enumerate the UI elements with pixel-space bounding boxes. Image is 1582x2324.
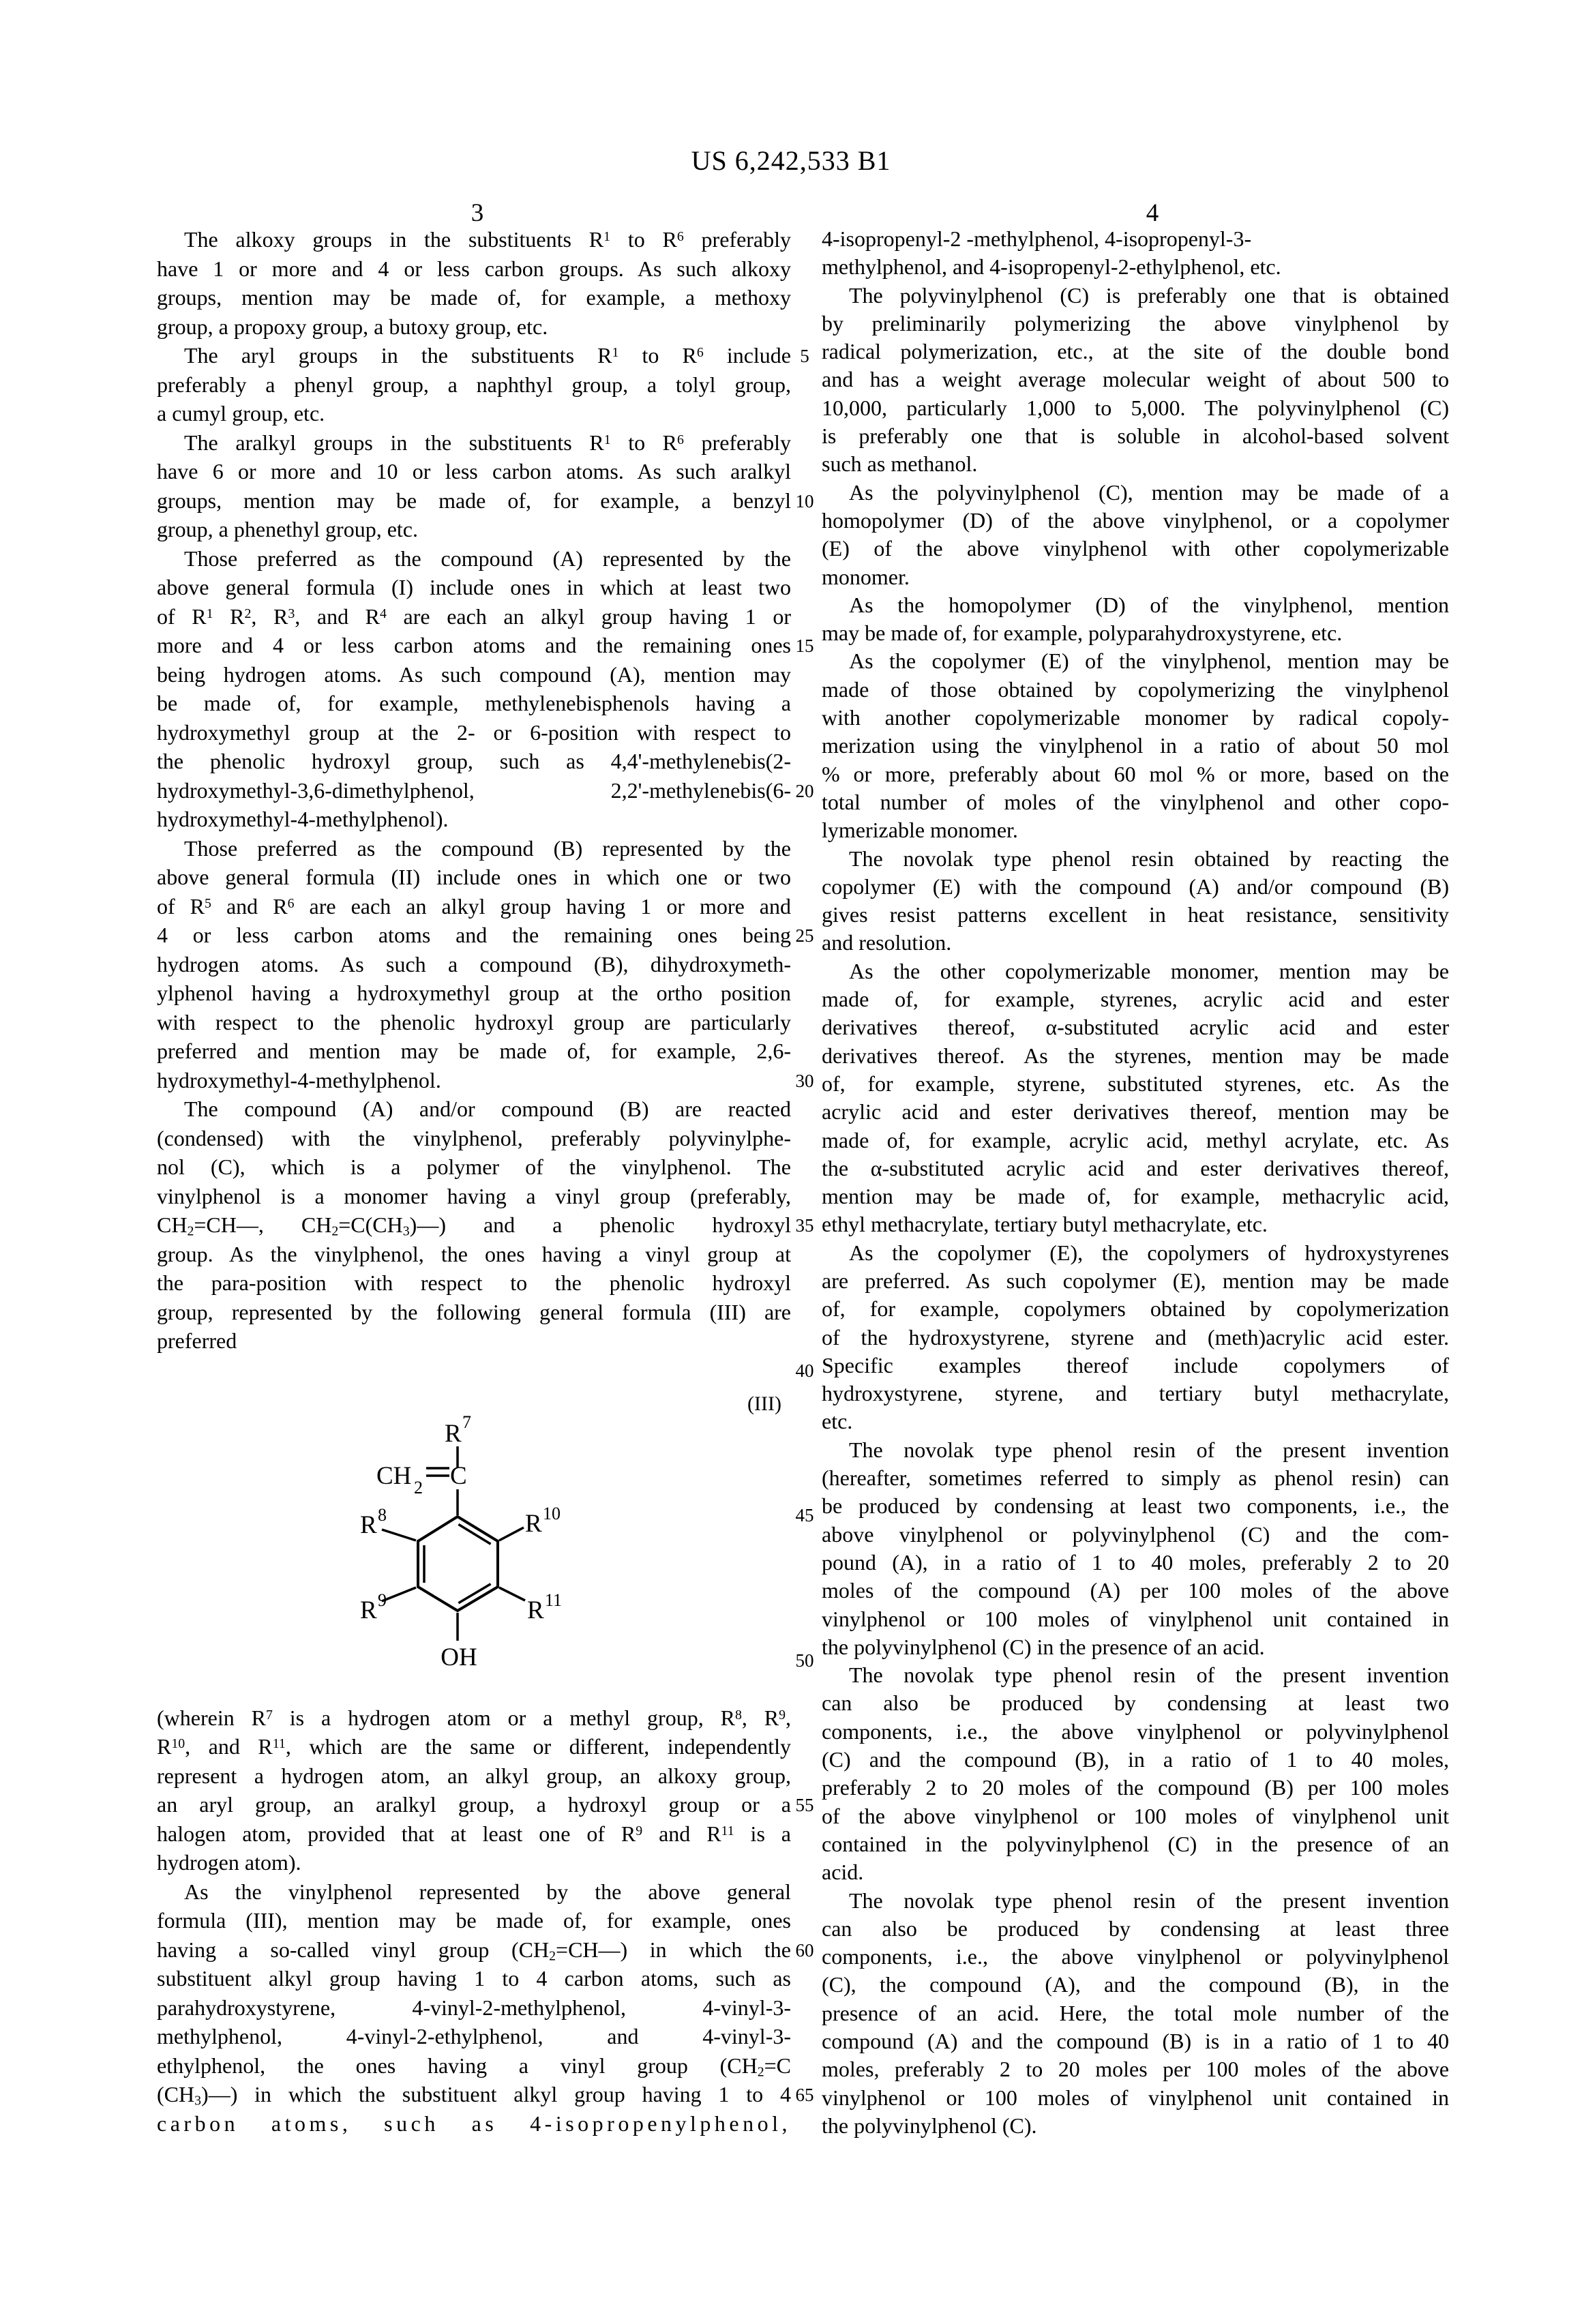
text-line: hydrogen atoms. As such a compound (B), dihydroxymeth- [157, 951, 791, 977]
text-line: groups, mention may be made of, for example, a benzyl [157, 488, 791, 513]
text-line: hydroxymethyl group at the 2- or 6-position with respect to [157, 719, 791, 745]
gutter-line-number: 35 [795, 1215, 814, 1236]
text-line: hydroxymethyl-3,6-dimethylphenol, 2,2'-methylenebis(6- [157, 777, 791, 803]
text-line: the α-substituted acrylic acid and ester derivatives thereof, [822, 1155, 1449, 1180]
formula-atom-r8: R [360, 1510, 377, 1539]
text-line: total number of moles of the vinylphenol and other copo- [822, 789, 1449, 814]
formula-atom-r7-sup: 7 [462, 1412, 471, 1432]
text-line: made of those obtained by copolymerizing the vinylphenol [822, 676, 1449, 702]
text-line: (C) and the compound (B), in a ratio of 1 to 40 moles, [822, 1747, 1449, 1772]
text-line: The novolak type phenol resin obtained by reacting the [849, 846, 1449, 871]
text-line: ethylphenol, the ones having a vinyl group ($CH_2=C$ [157, 2053, 791, 2079]
formula-atom-c: C [450, 1461, 467, 1490]
text-line: The alkoxy groups in the substituents $R^1$ to $R^6$ preferably [184, 227, 792, 252]
text-line: copolymer (E) with the compound (A) and/or compound (B) [822, 874, 1449, 899]
formula-atom-ch2: CH [376, 1461, 412, 1490]
text-line: derivatives thereof, α-substituted acrylic acid and ester [822, 1015, 1449, 1040]
text-line: ylphenol having a hydroxymethyl group at the ortho position [157, 981, 791, 1005]
gutter-line-number: 55 [795, 1795, 814, 1815]
formula-atom-r9: R [360, 1596, 377, 1624]
text-line: have 1 or more and 4 or less carbon groups. As such alkoxy [157, 256, 791, 281]
left-column-text-bottom [157, 1703, 791, 2139]
text-line: group, a propoxy group, a butoxy group, etc. [157, 314, 548, 339]
text-line: hydrogen atom). [157, 1850, 301, 1875]
text-line: group. As the vinylphenol, the ones having a vinyl group at [157, 1241, 791, 1266]
text-line: 4 or less carbon atoms and the remaining ones being [157, 923, 791, 947]
text-line: nol (C), which is a polymer of the vinylphenol. The [157, 1154, 791, 1179]
text-line: The aralkyl groups in the substituents $R^1$ to $R^6$ preferably [184, 430, 792, 455]
text-line: As the homopolymer (D) of the vinylphenol, mention [849, 592, 1449, 617]
text-line: of the hydroxystyrene, styrene and (meth)acrylic acid ester. [822, 1324, 1449, 1350]
text-line: lymerizable monomer. [822, 818, 1018, 843]
bond-r10 [499, 1528, 524, 1540]
text-line: presence of an acid. Here, the total mole number of the [822, 2000, 1449, 2025]
text-line: with respect to the phenolic hydroxyl group are particularly [157, 1009, 791, 1034]
text-line: more and 4 or less carbon atoms and the remaining ones [157, 633, 791, 657]
formula-atom-r11-sup: 11 [545, 1590, 563, 1610]
text-line: (C), the compound (A), and the compound (B), in the [822, 1972, 1449, 1997]
text-line: (E) of the above vinylphenol with other copolymerizable [822, 536, 1449, 561]
text-line: hydroxymethyl-4-methylphenol). [157, 807, 449, 831]
text-line: group, a phenethyl group, etc. [157, 517, 418, 541]
text-line: of the above vinylphenol or 100 moles of vinylphenol unit [822, 1803, 1449, 1828]
text-line: % or more, preferably about 60 mol % or more, based on the [822, 761, 1449, 786]
text-line: preferred [157, 1328, 237, 1353]
text-line: the polyvinylphenol (C) in the presence of an acid. [822, 1634, 1265, 1659]
text-line: with another copolymerizable monomer by radical copoly- [822, 705, 1449, 730]
text-line: substituent alkyl group having 1 to 4 carbon atoms, such as [157, 1966, 791, 1991]
text-line: and has a weight average molecular weight of about 500 to [822, 367, 1449, 392]
gutter-line-number: 5 [800, 346, 809, 366]
text-line: derivatives thereof. As the styrenes, mention may be made [822, 1043, 1449, 1068]
text-line: methylphenol, and 4-isopropenyl-2-ethylphenol, etc. [822, 254, 1281, 280]
text-line: The novolak type phenol resin of the present invention [849, 1437, 1449, 1462]
gutter-line-number: 15 [795, 636, 814, 656]
text-line: have 6 or more and 10 or less carbon atoms. As such aralkyl [157, 459, 791, 483]
text-line: The novolak type phenol resin of the present invention [849, 1888, 1449, 1913]
text-line: groups, mention may be made of, for example, a methoxy [157, 285, 791, 310]
text-line: ethyl methacrylate, tertiary butyl methacrylate, etc. [822, 1212, 1268, 1237]
text-line: of $R^1$ $R^2$, $R^3$, and $R^4$ are each an alkyl group having 1 or [157, 604, 792, 629]
gutter-line-number: 60 [795, 1939, 814, 1961]
text-line: halogen atom, provided that at least one of $R^9$ and $R^{11}$ is a [157, 1821, 792, 1846]
text-line: is preferably one that is soluble in alcohol-based solvent [822, 423, 1449, 449]
text-line: carbon atoms, such as 4-isopropenylphenol, [157, 2111, 791, 2136]
text-line: As the vinylphenol represented by the above general [184, 1879, 791, 1904]
gutter-line-number: 30 [795, 1070, 814, 1091]
text-line: having a so-called vinyl group $(CH_2=CH—)$ in which the [157, 1937, 792, 1963]
text-line: preferably a phenyl group, a naphthyl group, a tolyl group, [157, 372, 791, 397]
text-line: Those preferred as the compound (B) represented by the [184, 835, 791, 861]
formula-atom-r10-sup: 10 [543, 1503, 561, 1523]
text-line: above general formula (I) include ones in which at least two [157, 575, 791, 599]
text-line: As the copolymer (E) of the vinylphenol, mention may be [849, 649, 1449, 674]
text-line: compound (A) and the compound (B) is in a ratio of 1 to 40 [822, 2029, 1449, 2053]
left-column [157, 225, 791, 2138]
text-line: can also be produced by condensing at least two [822, 1690, 1449, 1716]
text-line: pound (A), in a ratio of 1 to 40 moles, preferably 2 to 20 [822, 1549, 1449, 1575]
chemical-structure-diagram [305, 1386, 646, 1679]
text-line: Specific examples thereof include copolymers of [822, 1352, 1449, 1377]
text-line: (hereafter, sometimes referred to simply as phenol resin) can [822, 1465, 1449, 1491]
text-line: As the other copolymerizable monomer, mention may be [849, 958, 1449, 983]
gutter-line-number: 50 [795, 1650, 814, 1671]
text-line: components, i.e., the above vinylphenol or polyvinylphenol [822, 1944, 1449, 1969]
bond-r11 [499, 1588, 525, 1600]
text-line: the para-position with respect to the phenolic hydroxyl [157, 1270, 791, 1295]
patent-number-header: US 6,242,533 B1 [691, 145, 891, 176]
text-line: of $R^5$ and $R^6$ are each an alkyl group having 1 or more and [157, 893, 792, 919]
text-line: a cumyl group, etc. [157, 401, 325, 426]
text-line: The polyvinylphenol (C) is preferably one that is obtained [849, 282, 1449, 308]
text-line: by preliminarily polymerizing the above vinylphenol by [822, 310, 1449, 336]
text-line: above general formula (II) include ones in which one or two [157, 865, 791, 889]
text-line: may be made of, for example, polyparahydroxystyrene, etc. [822, 621, 1343, 646]
bond-r8 [382, 1530, 416, 1540]
formula-atom-oh: OH [441, 1643, 477, 1671]
text-line: monomer. [822, 564, 910, 589]
text-line: $R^{10}$, and $R^{11}$, which are the same or different, independently [157, 1734, 792, 1759]
text-line: above vinylphenol or polyvinylphenol (C) and the com- [822, 1521, 1449, 1547]
formula-atom-r8-sup: 8 [378, 1504, 387, 1525]
text-line: of, for example, copolymers obtained by copolymerization [822, 1296, 1449, 1322]
formula-atom-r11: R [527, 1596, 544, 1624]
text-line: and resolution. [822, 930, 952, 955]
gutter-line-number: 25 [795, 925, 814, 946]
text-line: $CH_2=CH—$, $CH_2=C(CH_3)—$) and a phenolic hydroxyl [157, 1212, 792, 1239]
formula-iii-block [157, 1356, 791, 1703]
text-line: such as methanol. [822, 451, 978, 477]
text-line: gives resist patterns excellent in heat resistance, sensitivity [822, 902, 1449, 927]
text-line: 4-isopropenyl-2 -methylphenol, 4-isopropenyl-3- [822, 226, 1252, 251]
text-line: The aryl groups in the substituents $R^1$ to $R^6$ include [184, 343, 792, 368]
gutter-line-number: 20 [795, 780, 814, 801]
text-line: made of, for example, styrenes, acrylic acid and ester [822, 987, 1449, 1012]
text-line: (condensed) with the vinylphenol, preferably polyvinylphe- [157, 1125, 791, 1150]
text-line: mention may be made of, for example, methacrylic acid, [822, 1184, 1449, 1209]
benzene-ring [418, 1517, 498, 1611]
text-line: an aryl group, an aralkyl group, a hydroxyl group or a [157, 1792, 791, 1817]
text-line: formula (III), mention may be made of, for example, ones [157, 1908, 791, 1933]
text-line: hydroxymethyl-4-methylphenol. [157, 1067, 441, 1092]
text-line: be made of, for example, methylenebisphenols having a [157, 691, 791, 715]
bond-r9 [382, 1588, 416, 1601]
text-line: acrylic acid and ester derivatives thereof, mention may be [822, 1099, 1449, 1124]
text-line: the polyvinylphenol (C). [822, 2113, 1037, 2138]
text-line: vinylphenol is a monomer having a vinyl group (preferably, [157, 1183, 791, 1208]
text-line: homopolymer (D) of the above vinylphenol, or a copolymer [822, 507, 1449, 533]
column-number-right: 4 [1146, 199, 1159, 227]
text-line: hydroxystyrene, styrene, and tertiary butyl methacrylate, [822, 1381, 1449, 1406]
text-line: merization using the vinylphenol in a ratio of about 50 mol [822, 733, 1449, 758]
column-number-left: 3 [471, 199, 484, 227]
formula-atom-r7: R [445, 1419, 462, 1448]
text-line: preferred and mention may be made of, for example, 2,6- [157, 1039, 791, 1063]
formula-atom-ch2-sub: 2 [414, 1477, 423, 1498]
text-line: made of, for example, acrylic acid, methyl acrylate, etc. As [822, 1127, 1449, 1152]
text-line: moles, preferably 2 to 20 moles per 100 moles of the above [822, 2057, 1449, 2082]
text-line: components, i.e., the above vinylphenol or polyvinylphenol [822, 1718, 1449, 1744]
text-line: radical polymerization, etc., at the site of the double bond [822, 339, 1449, 364]
text-line: The novolak type phenol resin of the present invention [849, 1663, 1449, 1688]
text-line: The compound (A) and/or compound (B) are reacted [184, 1097, 791, 1121]
gutter-line-number: 10 [795, 490, 814, 511]
formula-atom-r10: R [525, 1509, 542, 1538]
text-line: 10,000, particularly 1,000 to 5,000. The polyvinylphenol (C) [822, 395, 1449, 420]
text-line: are preferred. As such copolymer (E), mention may be made [822, 1268, 1449, 1293]
right-column [822, 225, 1449, 2140]
text-line: $(CH_3)—$) in which the substituent alkyl group having 1 to 4 [157, 2082, 791, 2109]
text-line: the phenolic hydroxyl group, such as 4,4'-methylenebis(2- [157, 749, 791, 773]
text-line: preferably 2 to 20 moles of the compound (B) per 100 moles [822, 1775, 1449, 1800]
text-line: As the copolymer (E), the copolymers of hydroxystyrenes [849, 1240, 1449, 1265]
formula-atom-r9-sup: 9 [378, 1590, 387, 1610]
text-line: etc. [822, 1409, 853, 1434]
text-line: parahydroxystyrene, 4-vinyl-2-methylphenol, 4-vinyl-3- [157, 1995, 791, 2020]
text-line: be produced by condensing at least two components, i.e., the [822, 1493, 1449, 1519]
text-line: moles of the compound (A) per 100 moles of the above [822, 1578, 1449, 1603]
text-line: of, for example, styrene, substituted styrenes, etc. As the [822, 1071, 1449, 1096]
text-line: acid. [822, 1860, 864, 1885]
gutter-line-number: 65 [795, 2085, 814, 2105]
gutter-line-number: 40 [795, 1360, 814, 1381]
text-line: vinylphenol or 100 moles of vinylphenol unit contained in [822, 2085, 1449, 2110]
gutter-line-number: 45 [795, 1505, 814, 1525]
text-line: contained in the polyvinylphenol (C) in the presence of an [822, 1831, 1449, 1856]
text-line: group, represented by the following general formula (III) are [157, 1299, 791, 1324]
text-line: vinylphenol or 100 moles of vinylphenol unit contained in [822, 1606, 1449, 1631]
left-column-text-top [157, 225, 791, 1356]
text-line: methylphenol, 4-vinyl-2-ethylphenol, and 4-vinyl-3- [157, 2024, 791, 2049]
text-line: (wherein $R^7$ is a hydrogen atom or a methyl group, $R^8$, $R^9$, [157, 1705, 792, 1730]
text-line: Those preferred as the compound (A) represented by the [184, 546, 791, 571]
text-line: represent a hydrogen atom, an alkyl group, an alkoxy group, [157, 1763, 791, 1788]
text-line: As the polyvinylphenol (C), mention may be made of a [849, 479, 1449, 505]
gutter-line-numbers [786, 225, 824, 2134]
text-line: being hydrogen atoms. As such compound (A), mention may [157, 661, 791, 687]
text-line: can also be produced by condensing at least three [822, 1916, 1449, 1941]
formula-label: (III) [747, 1392, 781, 1415]
